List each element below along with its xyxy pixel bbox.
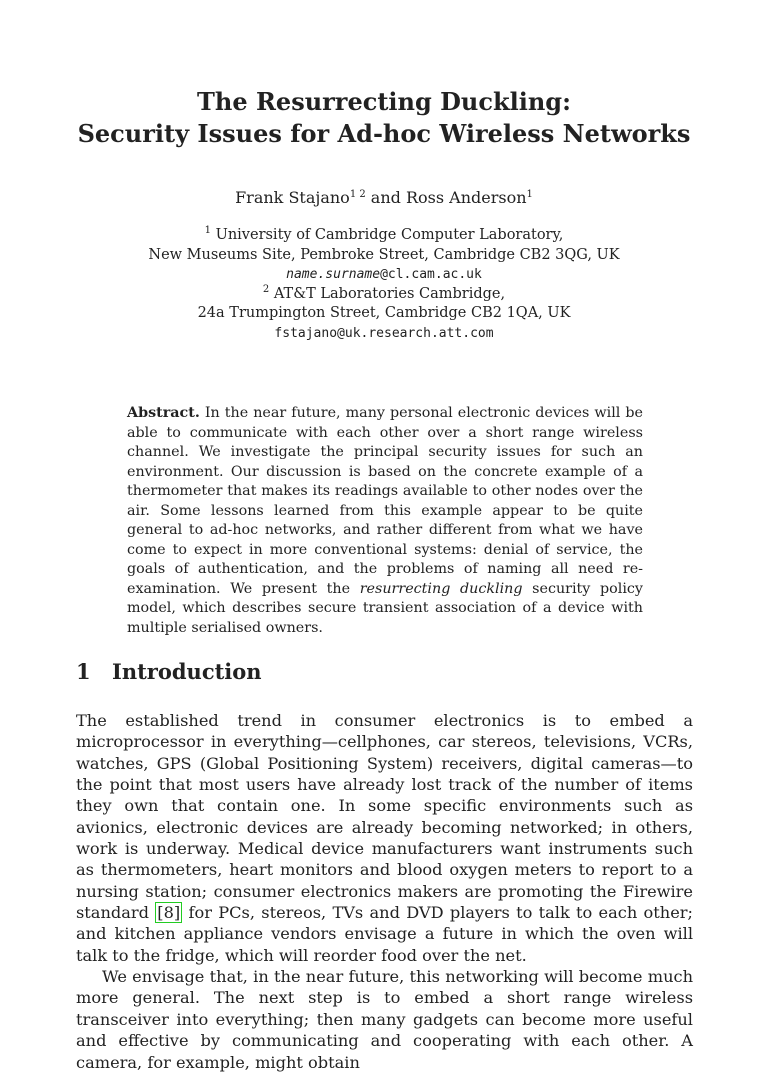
section-number: 1 [76, 659, 91, 684]
author-2: Ross Anderson [405, 188, 527, 207]
paper-title [0, 86, 768, 150]
affiliation-1-mark: 1 [204, 225, 211, 236]
title-line-1: The Resurrecting Duckling: [197, 87, 571, 116]
affiliation-1-email[interactable]: name.surname@cl.cam.ac.uk [286, 267, 482, 283]
citation-link[interactable]: [8] [157, 903, 181, 923]
affiliation-2-line-1: $^2$ AT&T Laboratories Cambridge, [262, 283, 506, 302]
authors [0, 188, 768, 208]
author-2-mark: 1 [526, 189, 533, 200]
affiliation-2-email[interactable]: fstajano@uk.research.att.com [274, 325, 494, 341]
affiliation-1-line-1: $^1$ University of Cambridge Computer Laboratory, [204, 225, 564, 243]
abstract-text-1: In the near future, many personal electronic devices will be able to communicate with each other over a short range wireless channel. We investigate the principal security issues for such an environment. Our discussion is based on the concrete example of a thermometer that makes its readings available to other nodes over the air. Some lessons learned from this example appear to be quite general to ad-hoc networks, and rather different from what we have come to expect in more conventional systems: denial of service, the goals of authentication, and the problems of naming all need re-examination. We present the [127, 405, 643, 597]
section-heading [76, 658, 262, 686]
paragraph-1: The established trend in consumer electronics is to embed a microprocessor in everything—cellphones, car stereos, televisions, VCRs, watches, GPS (Global Positioning System) receivers, digital cameras—to the point that most users have already lost track of the number of items they own that contain one. In some specific environments such as avionics, electronic devices are already becoming networked; in others, work is underway. Medical device manufacturers want instruments such as thermometers, heart monitors and blood oxygen meters to report to a nursing station; consumer electronics makers are promoting the Firewire standard [8] for PCs, stereos, TVs and DVD players to talk to each other; and kitchen appliance vendors envisage a future in which the oven will talk to the fridge, which will reorder food over the net. [76, 711, 693, 965]
affiliation-2-mark: 2 [262, 283, 270, 295]
section-title: Introduction [112, 659, 262, 684]
body-text [76, 710, 693, 1073]
author-1-marks: 1 2 [349, 189, 366, 200]
author-1: Frank Stajano [235, 188, 350, 207]
abstract-italic: resurrecting duckling [359, 580, 523, 597]
affiliation-1-line-2: New Museums Site, Pembroke Street, Cambridge CB2 3QG, UK [148, 246, 620, 263]
affiliation-2-line-2: 24a Trumpington Street, Cambridge CB2 1QA, UK [197, 305, 571, 322]
title-line-2: Security Issues for Ad-hoc Wireless Networks [77, 119, 691, 148]
abstract-text-2: security policy model, which describes secure transient association of a device with multiple serialised owners. [127, 580, 643, 637]
abstract [127, 404, 643, 639]
abstract-label: Abstract. [127, 405, 200, 421]
author-join: and [365, 188, 406, 207]
paragraph-2: We envisage that, in the near future, this networking will become much more general. The next step is to embed a short range wireless transceiver into everything; then many gadgets can become more useful and effective by communicating and cooperating with each other. A camera, for example, might obtain [76, 967, 693, 1072]
affiliations [0, 226, 768, 344]
